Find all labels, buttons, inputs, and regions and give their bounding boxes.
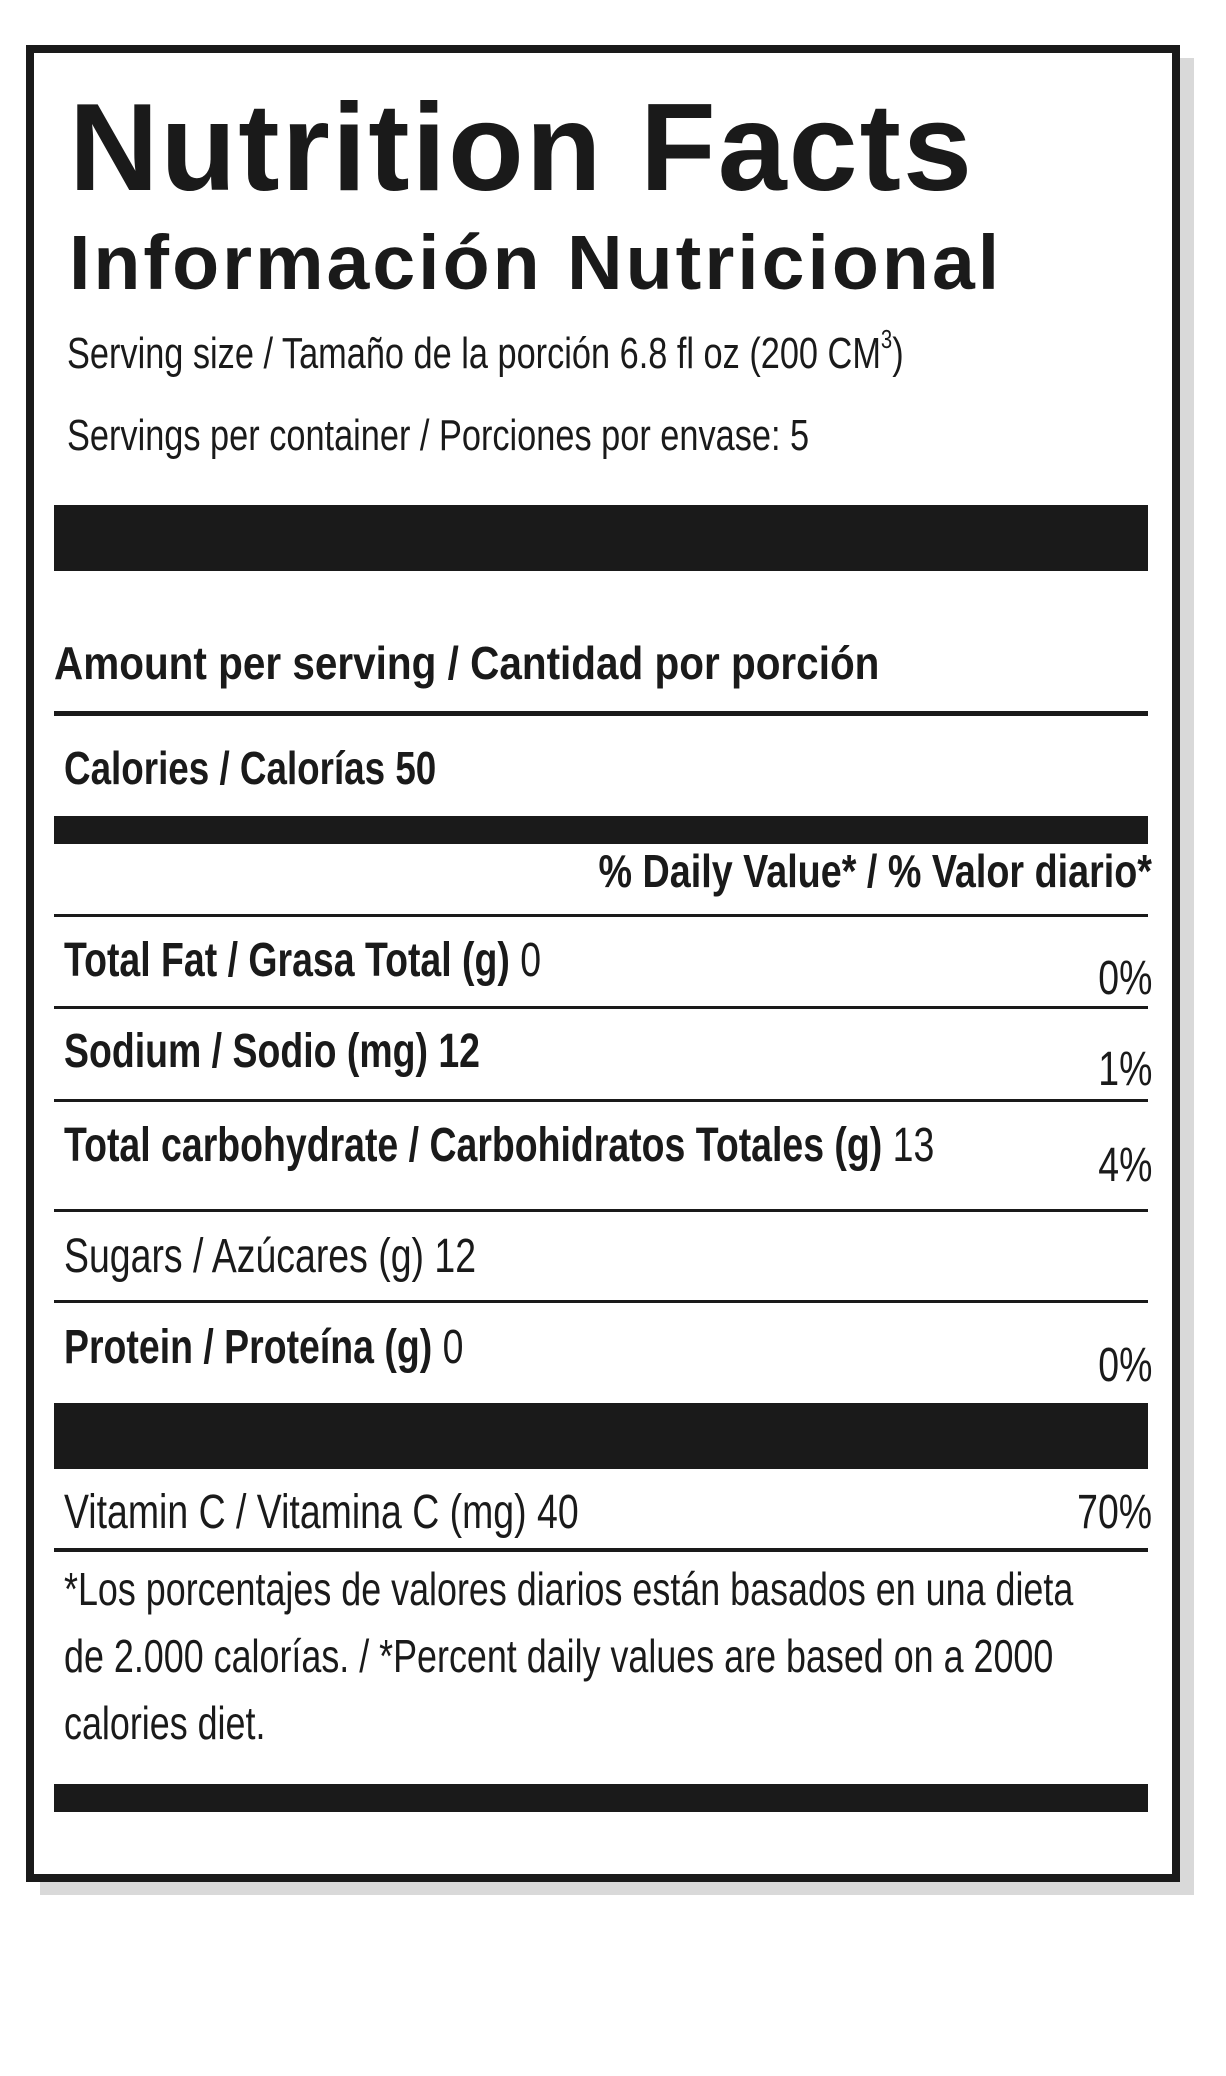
thick-divider [54,1784,1148,1812]
nutrient-name: Sodium / Sodio (mg) 12 [64,1025,481,1078]
divider [54,711,1148,716]
nutrient-name: Total Fat / Grasa Total (g) [64,934,510,987]
nutrient-amount: 0 [509,934,542,987]
thick-divider [54,816,1148,844]
nutrient-amount: 13 [882,1119,935,1172]
divider [54,1006,1148,1009]
nutrient-dv: 0% [1097,1339,1152,1392]
nutrient-amount: Sugars / Azúcares (g) 12 [64,1230,477,1283]
nutrient-dv: 1% [1097,1043,1152,1096]
servings-per-container: Servings per container / Porciones por envase: 5 [67,411,810,460]
divider [54,1209,1148,1212]
nutrition-label [26,45,1180,1882]
nutrient-row-carbohydrate [64,1118,934,1173]
vitamin-row: Vitamin C / Vitamina C (mg) 40 [64,1486,579,1539]
thick-divider [54,505,1148,571]
thick-divider [54,1403,1148,1469]
footnote: *Los porcentajes de valores diarios están basados en una dieta de 2.000 calorías. / *Percent daily values are based on a 2000 calories diet. [64,1563,1074,1749]
calories: Calories / Calorías 50 [64,742,437,794]
nutrient-dv: 0% [1097,952,1152,1005]
nutrient-row-sugars [64,1229,476,1284]
divider [54,914,1148,917]
nutrient-row-sodium [64,1024,480,1079]
divider [54,1099,1148,1102]
label-subtitle: Información Nutricional [69,220,1003,306]
serving-size-close: ) [892,329,904,378]
nutrient-name: Total carbohydrate / Carbohidratos Totales (g) [64,1119,883,1172]
nutrient-row-total-fat [64,933,541,988]
divider [54,1548,1148,1552]
divider [54,1300,1148,1303]
nutrient-name: Protein / Proteína (g) [64,1321,433,1374]
vitamin-dv: 70% [1077,1486,1152,1539]
nutrient-dv: 4% [1097,1139,1152,1192]
serving-size [67,324,904,379]
label-title: Nutrition Facts [69,79,974,217]
amount-per-serving: Amount per serving / Cantidad por porción [54,637,880,689]
daily-value-header: % Daily Value* / % Valor diario* [598,845,1152,897]
nutrient-row-protein [64,1320,463,1375]
serving-size-text: Serving size / Tamaño de la porción 6.8 fl oz (200 CM [67,329,881,378]
nutrient-amount: 0 [432,1321,464,1374]
serving-size-superscript: 3 [880,324,893,354]
